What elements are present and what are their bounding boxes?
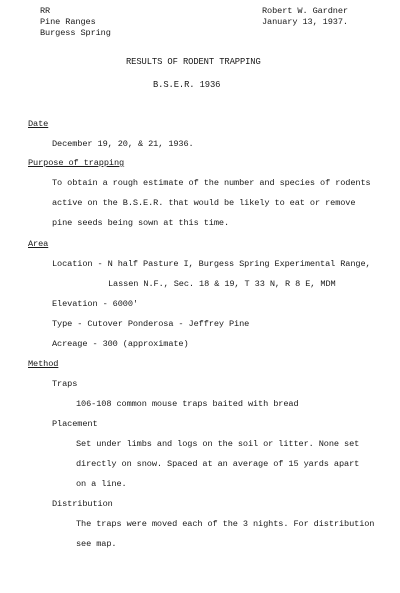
document-title: RESULTS OF RODENT TRAPPING <box>126 57 261 67</box>
document-subtitle: B.S.E.R. 1936 <box>153 80 221 90</box>
section-heading-method: Method <box>28 359 59 369</box>
date-text: December 19, 20, & 21, 1936. <box>52 139 194 149</box>
purpose-line: active on the B.S.E.R. that would be likely to eat or remove <box>52 198 356 208</box>
placement-line: on a line. <box>76 479 127 489</box>
section-heading-area: Area <box>28 239 49 249</box>
subheading-traps: Traps <box>52 379 78 389</box>
header-location: Burgess Spring <box>40 28 111 38</box>
distribution-line: The traps were moved each of the 3 nights. For distribution <box>76 519 375 529</box>
distribution-line: see map. <box>76 539 117 549</box>
section-heading-date: Date <box>28 119 49 129</box>
elevation-text: Elevation - 6000' <box>52 299 138 309</box>
forest-type-text: Type - Cutover Ponderosa - Jeffrey Pine <box>52 319 250 329</box>
placement-line: directly on snow. Spaced at an average of 15 yards apart <box>76 459 360 469</box>
purpose-line: To obtain a rough estimate of the number and species of rodents <box>52 178 371 188</box>
purpose-line: pine seeds being sown at this time. <box>52 218 229 228</box>
acreage-text: Acreage - 300 (approximate) <box>52 339 189 349</box>
subheading-placement: Placement <box>52 419 98 429</box>
location-line: Lassen N.F., Sec. 18 & 19, T 33 N, R 8 E, MDM <box>108 279 336 289</box>
section-heading-purpose: Purpose of trapping <box>28 158 125 168</box>
header-department: Pine Ranges <box>40 17 96 27</box>
location-line: Location - N half Pasture I, Burgess Spring Experimental Range, <box>52 259 371 269</box>
traps-text: 106-108 common mouse traps baited with bread <box>76 399 299 409</box>
placement-line: Set under limbs and logs on the soil or litter. None set <box>76 439 360 449</box>
header-code: RR <box>40 6 51 16</box>
header-date: January 13, 1937. <box>262 17 348 27</box>
subheading-distribution: Distribution <box>52 499 113 509</box>
header-author: Robert W. Gardner <box>262 6 348 16</box>
